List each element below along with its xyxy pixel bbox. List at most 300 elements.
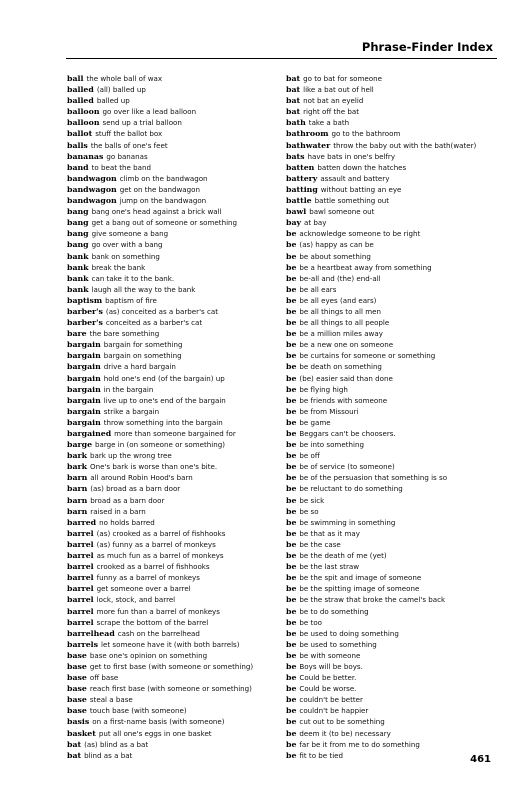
entry-phrase: assault and battery <box>320 173 390 183</box>
index-entry <box>67 461 277 472</box>
entry-keyword: bandwagon <box>67 196 117 206</box>
entry-phrase: be too <box>299 617 323 627</box>
entry-phrase: be with someone <box>299 650 361 660</box>
entry-keyword: balls <box>67 140 88 150</box>
entry-keyword: be <box>286 395 297 405</box>
entry-phrase: be used to doing something <box>299 628 399 638</box>
entry-keyword: barrel <box>67 595 94 605</box>
entry-keyword: be <box>286 584 297 594</box>
page-number: 461 <box>470 754 491 765</box>
index-entry <box>67 273 277 284</box>
entry-keyword: be <box>286 506 297 516</box>
index-entry <box>286 428 506 439</box>
entry-keyword: be <box>286 673 297 683</box>
entry-phrase: be a million miles away <box>299 329 383 339</box>
index-entry <box>286 606 506 617</box>
entry-phrase: laugh all the way to the bank <box>91 284 196 294</box>
entry-keyword: bargain <box>67 340 101 350</box>
entry-keyword: basket <box>67 728 96 738</box>
entry-phrase: throw the baby out with the bath(water) <box>333 140 477 150</box>
entry-keyword: bang <box>67 207 89 217</box>
index-entry <box>67 716 277 727</box>
entry-phrase: go to the bathroom <box>331 129 401 139</box>
entry-phrase: base one's opinion on something <box>89 650 208 660</box>
index-entry <box>286 361 506 372</box>
entry-phrase: be-all and (the) end-all <box>299 273 381 283</box>
entry-phrase: more fun than a barrel of monkeys <box>96 606 220 616</box>
entry-keyword: be <box>286 617 297 627</box>
entry-keyword: base <box>67 673 87 683</box>
entry-phrase: Beggars can't be choosers. <box>299 429 396 438</box>
entry-phrase: get to first base (with someone or something) <box>89 661 254 671</box>
entry-keyword: bank <box>67 251 89 261</box>
entry-phrase: conceited as a barber's cat <box>105 318 203 328</box>
index-entry <box>286 594 506 605</box>
entry-keyword: bang <box>67 229 89 239</box>
entry-keyword: be <box>286 229 297 239</box>
entry-keyword: barrel <box>67 606 94 616</box>
index-entry <box>67 295 277 306</box>
index-entry <box>67 483 277 494</box>
entry-keyword: be <box>286 251 297 261</box>
entry-phrase: (as) crooked as a barrel of fishhooks <box>96 528 226 538</box>
index-entry <box>286 728 506 739</box>
header-rule <box>66 58 497 59</box>
entry-phrase: scrape the bottom of the barrel <box>96 617 209 627</box>
index-entry <box>286 84 506 95</box>
index-entry <box>286 228 506 239</box>
entry-keyword: barber's <box>67 318 103 328</box>
index-entry <box>286 539 506 550</box>
entry-keyword: bargain <box>67 373 101 383</box>
entry-keyword: barn <box>67 484 88 494</box>
entry-keyword: bargain <box>67 395 101 405</box>
index-entry <box>286 461 506 472</box>
index-entry <box>67 739 277 750</box>
index-entry <box>286 306 506 317</box>
entry-keyword: base <box>67 661 87 671</box>
entry-phrase: as much fun as a barrel of monkeys <box>96 551 224 561</box>
entry-keyword: be <box>286 728 297 738</box>
entry-phrase: be the spitting image of someone <box>299 584 420 594</box>
index-entry <box>67 284 277 295</box>
index-entry <box>286 350 506 361</box>
entry-phrase: be the case <box>299 539 341 549</box>
entry-keyword: barrel <box>67 573 94 583</box>
index-entry <box>286 184 506 195</box>
entry-keyword: bang <box>67 240 89 250</box>
entry-phrase: be off <box>299 451 320 461</box>
entry-keyword: be <box>286 684 297 694</box>
entry-keyword: bark <box>67 462 88 472</box>
index-entry <box>286 273 506 284</box>
entry-phrase: cut out to be something <box>299 717 385 727</box>
entry-keyword: bathroom <box>286 129 329 139</box>
entry-phrase: go to bat for someone <box>303 74 382 83</box>
entry-phrase: be the last straw <box>299 562 360 572</box>
index-entry <box>286 739 506 750</box>
entry-keyword: bank <box>67 273 89 283</box>
index-entry <box>286 206 506 217</box>
entry-keyword: be <box>286 562 297 572</box>
index-entry <box>286 117 506 128</box>
index-entry <box>286 483 506 494</box>
entry-keyword: bat <box>67 750 82 760</box>
index-entry <box>67 594 277 605</box>
entry-keyword: bandwagon <box>67 184 117 194</box>
entry-phrase: funny as a barrel of monkeys <box>96 573 200 583</box>
index-entry <box>67 450 277 461</box>
index-entry <box>286 617 506 628</box>
index-entry <box>67 339 277 350</box>
entry-phrase: (as) broad as a barn door <box>90 484 181 494</box>
index-entry <box>67 173 277 184</box>
index-column-left <box>67 73 277 761</box>
index-entry <box>67 239 277 250</box>
entry-keyword: bandwagon <box>67 173 117 183</box>
entry-phrase: more than someone bargained for <box>114 429 236 438</box>
entry-phrase: lock, stock, and barrel <box>96 595 176 605</box>
entry-phrase: get on the bandwagon <box>119 184 200 194</box>
entry-keyword: bargain <box>67 351 101 361</box>
entry-keyword: be <box>286 739 297 749</box>
entry-keyword: be <box>286 462 297 472</box>
entry-phrase: far be it from me to do something <box>299 739 420 749</box>
index-entry <box>67 228 277 239</box>
entry-keyword: barber's <box>67 306 103 316</box>
entry-keyword: be <box>286 573 297 583</box>
entry-keyword: barrel <box>67 539 94 549</box>
entry-keyword: be <box>286 539 297 549</box>
index-entry <box>67 195 277 206</box>
entry-keyword: barn <box>67 473 88 483</box>
entry-phrase: be game <box>299 417 331 427</box>
entry-phrase: be a heartbeat away from something <box>299 262 432 272</box>
entry-phrase: acknowledge someone to be right <box>299 229 421 239</box>
entry-keyword: be <box>286 706 297 716</box>
entry-phrase: baptism of fire <box>105 295 157 305</box>
entry-phrase: Could be worse. <box>299 684 357 694</box>
entry-phrase: be all things to all people <box>299 318 390 328</box>
index-entry <box>286 140 506 151</box>
entry-keyword: be <box>286 240 297 250</box>
entry-keyword: base <box>67 684 87 694</box>
entry-keyword: barge <box>67 440 93 450</box>
entry-keyword: be <box>286 340 297 350</box>
index-entry <box>286 395 506 406</box>
entry-keyword: baptism <box>67 295 103 305</box>
index-column-right <box>286 73 506 761</box>
index-entry <box>286 284 506 295</box>
entry-phrase: go bananas <box>106 151 148 161</box>
entry-phrase: let someone have it (with both barrels) <box>101 639 240 649</box>
index-entry <box>67 550 277 561</box>
entry-keyword: balloon <box>67 107 100 117</box>
index-entry <box>67 262 277 273</box>
entry-phrase: Could be better. <box>299 673 357 683</box>
entry-keyword: ball <box>67 74 84 83</box>
index-entry <box>67 73 277 84</box>
index-entry <box>286 373 506 384</box>
index-entry <box>286 173 506 184</box>
entry-keyword: be <box>286 528 297 538</box>
index-entry <box>286 162 506 173</box>
entry-keyword: be <box>286 517 297 527</box>
entry-phrase: the bare something <box>89 329 160 339</box>
entry-keyword: be <box>286 551 297 561</box>
entry-phrase: all around Robin Hood's barn <box>90 473 193 483</box>
index-entry <box>67 317 277 328</box>
index-entry <box>286 262 506 273</box>
entry-phrase: climb on the bandwagon <box>119 173 208 183</box>
entry-keyword: batten <box>286 162 315 172</box>
entry-phrase: be of the persuasion that something is so <box>299 473 448 483</box>
entry-keyword: barrelhead <box>67 628 115 638</box>
page-header <box>0 0 531 66</box>
entry-phrase: be used to something <box>299 639 377 649</box>
index-entry <box>67 628 277 639</box>
running-head-title: Phrase-Finder Index <box>361 40 493 54</box>
entry-phrase: the whole ball of wax <box>86 74 163 83</box>
entry-phrase: cash on the barrelhead <box>117 628 200 638</box>
entry-phrase: touch base (with someone) <box>89 706 187 716</box>
entry-phrase: One's bark is worse than one's bite. <box>90 462 218 472</box>
index-entry <box>67 572 277 583</box>
index-entry <box>67 650 277 661</box>
entry-phrase: the balls of one's feet <box>90 140 168 150</box>
entry-phrase: be sick <box>299 495 325 505</box>
index-entry <box>286 572 506 583</box>
index-entry <box>286 439 506 450</box>
index-entry <box>286 506 506 517</box>
index-entry <box>67 428 277 439</box>
entry-keyword: bathwater <box>286 140 331 150</box>
entry-phrase: be flying high <box>299 384 348 394</box>
index-entry <box>67 617 277 628</box>
index-entry <box>67 251 277 262</box>
entry-keyword: be <box>286 273 297 283</box>
entry-keyword: be <box>286 639 297 649</box>
entry-keyword: be <box>286 373 297 383</box>
entry-keyword: be <box>286 362 297 372</box>
entry-keyword: balled <box>67 96 94 106</box>
index-entry <box>67 539 277 550</box>
entry-keyword: batting <box>286 184 318 194</box>
entry-phrase: blind as a bat <box>84 750 133 760</box>
index-entry <box>286 195 506 206</box>
entry-phrase: send up a trial balloon <box>102 118 182 128</box>
entry-phrase: be death on something <box>299 362 382 372</box>
entry-keyword: base <box>67 650 87 660</box>
index-entry <box>286 628 506 639</box>
index-entry <box>67 350 277 361</box>
entry-phrase: be the death of me (yet) <box>299 551 387 561</box>
entry-keyword: bath <box>286 118 306 128</box>
entry-keyword: battery <box>286 173 318 183</box>
index-entry <box>286 417 506 428</box>
entry-keyword: ballot <box>67 129 93 139</box>
entry-keyword: battle <box>286 196 312 206</box>
index-entry <box>67 495 277 506</box>
entry-phrase: like a bat out of hell <box>303 85 374 95</box>
index-entry <box>67 639 277 650</box>
index-entry <box>286 328 506 339</box>
entry-keyword: bargain <box>67 384 101 394</box>
index-entry <box>67 117 277 128</box>
entry-phrase: be so <box>299 506 319 516</box>
entry-keyword: be <box>286 595 297 605</box>
index-entry <box>67 683 277 694</box>
entry-phrase: batten down the hatches <box>317 162 407 172</box>
entry-phrase: hold one's end (of the bargain) up <box>103 373 225 383</box>
entry-phrase: be about something <box>299 251 371 261</box>
index-entry <box>67 217 277 228</box>
entry-keyword: barrel <box>67 562 94 572</box>
entry-phrase: be the spit and image of someone <box>299 573 422 583</box>
index-entry <box>67 728 277 739</box>
entry-keyword: be <box>286 329 297 339</box>
index-entry <box>286 672 506 683</box>
index-entry <box>286 95 506 106</box>
index-entry <box>67 750 277 761</box>
entry-phrase: be the straw that broke the camel's back <box>299 595 446 605</box>
entry-phrase: can take it to the bank. <box>91 273 175 283</box>
entry-keyword: base <box>67 706 87 716</box>
entry-keyword: balloon <box>67 118 100 128</box>
entry-phrase: no holds barred <box>99 517 155 527</box>
entry-phrase: in the bargain <box>103 384 154 394</box>
entry-keyword: be <box>286 473 297 483</box>
entry-keyword: bank <box>67 262 89 272</box>
index-entry <box>67 128 277 139</box>
index-entry <box>286 583 506 594</box>
index-entry <box>67 694 277 705</box>
entry-phrase: off base <box>89 673 119 683</box>
entry-phrase: be swimming in something <box>299 517 396 527</box>
entry-keyword: bat <box>67 739 82 749</box>
index-entry <box>286 639 506 650</box>
index-entry <box>67 561 277 572</box>
entry-keyword: be <box>286 451 297 461</box>
index-entry <box>67 306 277 317</box>
index-entry <box>286 450 506 461</box>
index-entry <box>67 361 277 372</box>
entry-keyword: be <box>286 384 297 394</box>
entry-phrase: (all) balled up <box>96 85 146 95</box>
entry-keyword: bark <box>67 451 88 461</box>
index-entry <box>286 239 506 250</box>
index-entry <box>67 517 277 528</box>
entry-phrase: deem it (to be) necessary <box>299 728 391 738</box>
entry-phrase: not bat an eyelid <box>303 96 364 106</box>
entry-phrase: live up to one's end of the bargain <box>103 395 226 405</box>
entry-keyword: be <box>286 284 297 294</box>
entry-keyword: bank <box>67 284 89 294</box>
entry-keyword: be <box>286 318 297 328</box>
index-entry <box>67 472 277 483</box>
index-entry <box>286 406 506 417</box>
index-entry <box>67 106 277 117</box>
index-entry <box>67 84 277 95</box>
entry-phrase: be all ears <box>299 284 337 294</box>
entry-phrase: reach first base (with someone or something) <box>89 684 252 694</box>
entry-keyword: bat <box>286 96 301 106</box>
entry-keyword: bang <box>67 218 89 228</box>
index-entry <box>286 73 506 84</box>
entry-keyword: barrels <box>67 639 99 649</box>
index-entry <box>286 705 506 716</box>
entry-phrase: jump on the bandwagon <box>119 196 207 206</box>
entry-phrase: on a first-name basis (with someone) <box>92 717 225 727</box>
entry-phrase: be to do something <box>299 606 369 616</box>
entry-keyword: be <box>286 717 297 727</box>
entry-phrase: be of service (to someone) <box>299 462 395 472</box>
entry-keyword: bargain <box>67 406 101 416</box>
index-entry <box>286 128 506 139</box>
entry-phrase: take a bath <box>308 118 350 128</box>
entry-keyword: be <box>286 484 297 494</box>
entry-keyword: be <box>286 628 297 638</box>
entry-keyword: barrel <box>67 617 94 627</box>
entry-phrase: go over with a bang <box>91 240 163 250</box>
entry-phrase: put all one's eggs in one basket <box>98 728 212 738</box>
index-entry <box>286 339 506 350</box>
entry-phrase: right off the bat <box>303 107 360 117</box>
entry-phrase: to beat the band <box>91 162 151 172</box>
entry-phrase: break the bank <box>91 262 146 272</box>
entry-phrase: (as) funny as a barrel of monkeys <box>96 539 216 549</box>
index-entry <box>286 683 506 694</box>
index-entry <box>67 528 277 539</box>
index-entry <box>286 528 506 539</box>
entry-keyword: barred <box>67 517 97 527</box>
entry-phrase: have bats in one's belfry <box>307 151 396 161</box>
entry-keyword: be <box>286 295 297 305</box>
entry-phrase: couldn't be better <box>299 695 363 705</box>
entry-phrase: barge in (on someone or something) <box>95 440 225 450</box>
entry-phrase: be reluctant to do something <box>299 484 403 494</box>
index-entry <box>286 517 506 528</box>
index-entry <box>286 716 506 727</box>
entry-keyword: be <box>286 417 297 427</box>
index-entry <box>67 162 277 173</box>
entry-phrase: be all eyes (and ears) <box>299 295 377 305</box>
entry-keyword: bawl <box>286 207 307 217</box>
entry-keyword: be <box>286 429 297 438</box>
index-entry <box>67 606 277 617</box>
entry-phrase: be into something <box>299 440 364 450</box>
entry-phrase: (as) happy as can be <box>299 240 374 250</box>
index-entry <box>67 328 277 339</box>
entry-phrase: (be) easier said than done <box>299 373 393 383</box>
index-entry <box>286 251 506 262</box>
index-entry <box>67 384 277 395</box>
entry-phrase: drive a hard bargain <box>103 362 176 372</box>
index-entry <box>286 317 506 328</box>
index-entry <box>286 550 506 561</box>
index-entry <box>67 406 277 417</box>
entry-keyword: bananas <box>67 151 104 161</box>
index-entry <box>286 694 506 705</box>
index-entry <box>286 561 506 572</box>
entry-phrase: be curtains for someone or something <box>299 351 436 361</box>
index-entry <box>67 206 277 217</box>
index-entry <box>67 506 277 517</box>
entry-phrase: couldn't be happier <box>299 706 369 716</box>
entry-keyword: bargain <box>67 362 101 372</box>
index-entry <box>286 495 506 506</box>
index-entry <box>67 672 277 683</box>
